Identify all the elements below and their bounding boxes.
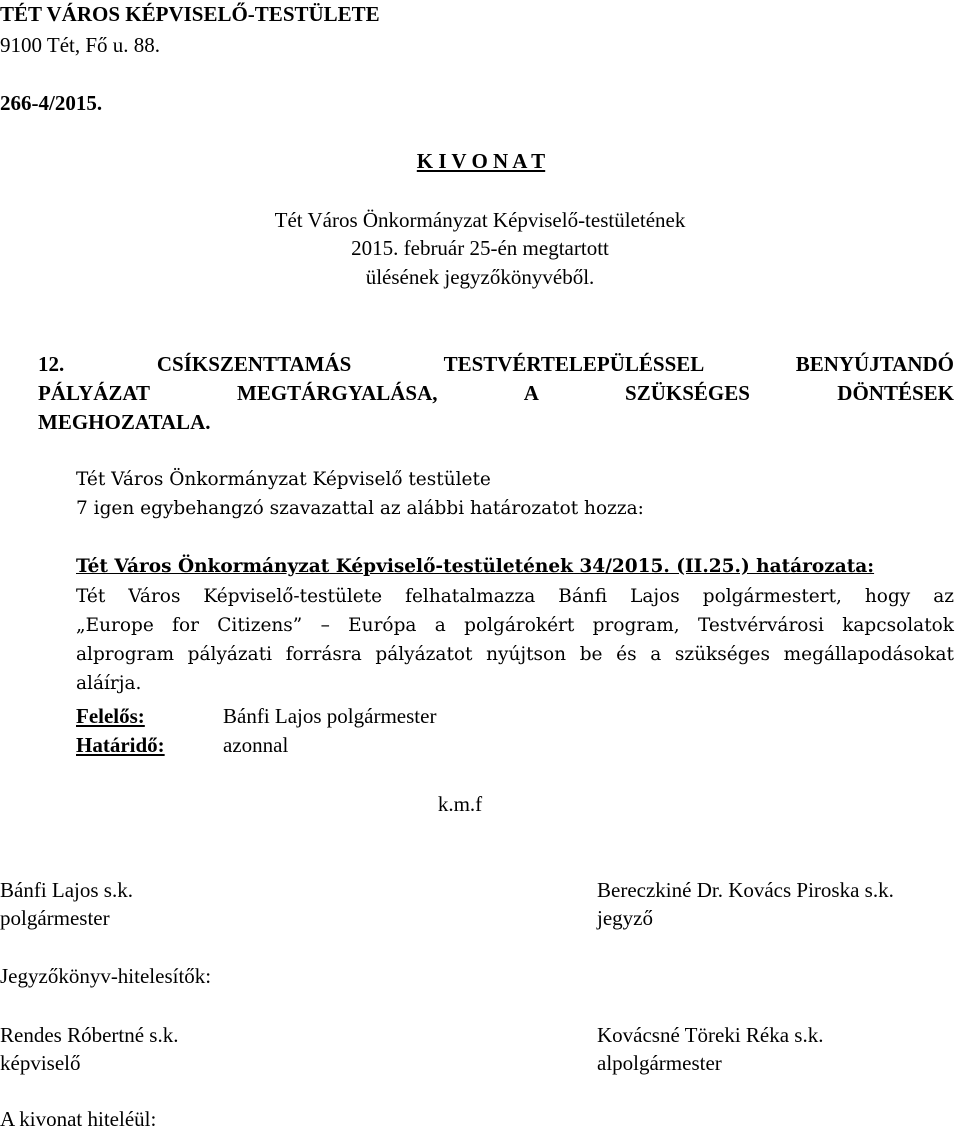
deadline-label: Határidő:	[76, 733, 165, 757]
kmf: k.m.f	[437, 792, 483, 816]
authenticator-2-title: alpolgármester	[597, 1051, 722, 1075]
mayor-name: Bánfi Lajos s.k.	[0, 878, 133, 902]
title-line-1: Tét Város Önkormányzat Képviselő-testületének	[274, 208, 686, 232]
organization-address: 9100 Tét, Fő u. 88.	[0, 33, 161, 57]
resolution-title: Tét Város Önkormányzat Képviselő-testületének 34/2015. (II.25.) határozata:	[76, 556, 875, 577]
title-line-3: ülésének jegyzőkönyvéből.	[365, 265, 595, 289]
agenda-line-1: 12. CSÍKSZENTTAMÁS TESTVÉRTELEPÜLÉSSEL BENYÚJTANDÓ	[38, 352, 954, 376]
authenticators-label: Jegyzőkönyv-hitelesítők:	[0, 964, 212, 988]
authenticator-1-title: képviselő	[0, 1051, 81, 1075]
notary-name: Bereczkiné Dr. Kovács Piroska s.k.	[597, 878, 894, 902]
vote-line-1: Tét Város Önkormányzat Képviselő testülete	[76, 469, 491, 490]
certification-label: A kivonat hiteléül:	[0, 1107, 157, 1131]
resolution-body-line-3: alprogram pályázati forrásra pályázatot nyújtson be és a szükséges megállapodásokat	[76, 644, 954, 665]
authenticator-1-name: Rendes Róbertné s.k.	[0, 1023, 179, 1047]
mayor-title: polgármester	[0, 906, 110, 930]
document-title: K I V O N A T	[416, 149, 546, 173]
reference-number: 266-4/2015.	[0, 91, 103, 115]
vote-line-2: 7 igen egybehangzó szavazattal az alábbi határozatot hozza:	[76, 498, 644, 519]
agenda-line-3: MEGHOZATALA.	[38, 410, 211, 434]
title-line-2: 2015. február 25-én megtartott	[351, 236, 609, 260]
agenda-line-2: PÁLYÁZAT MEGTÁRGYALÁSA, A SZÜKSÉGES DÖNTÉSEK	[38, 381, 954, 405]
deadline-value: azonnal	[223, 733, 289, 757]
responsible-value: Bánfi Lajos polgármester	[223, 704, 437, 728]
organization-name: TÉT VÁROS KÉPVISELŐ-TESTÜLETE	[0, 2, 380, 26]
resolution-body-line-2: „Europe for Citizens” – Európa a polgárokért program, Testvérvárosi kapcsolatok	[76, 615, 954, 636]
responsible-label: Felelős:	[76, 704, 145, 728]
authenticator-2-name: Kovácsné Töreki Réka s.k.	[597, 1023, 824, 1047]
notary-title: jegyző	[597, 906, 653, 930]
resolution-body-line-1: Tét Város Képviselő-testülete felhatalmazza Bánfi Lajos polgármestert, hogy az	[76, 586, 954, 607]
resolution-body-line-4: aláírja.	[76, 673, 142, 694]
